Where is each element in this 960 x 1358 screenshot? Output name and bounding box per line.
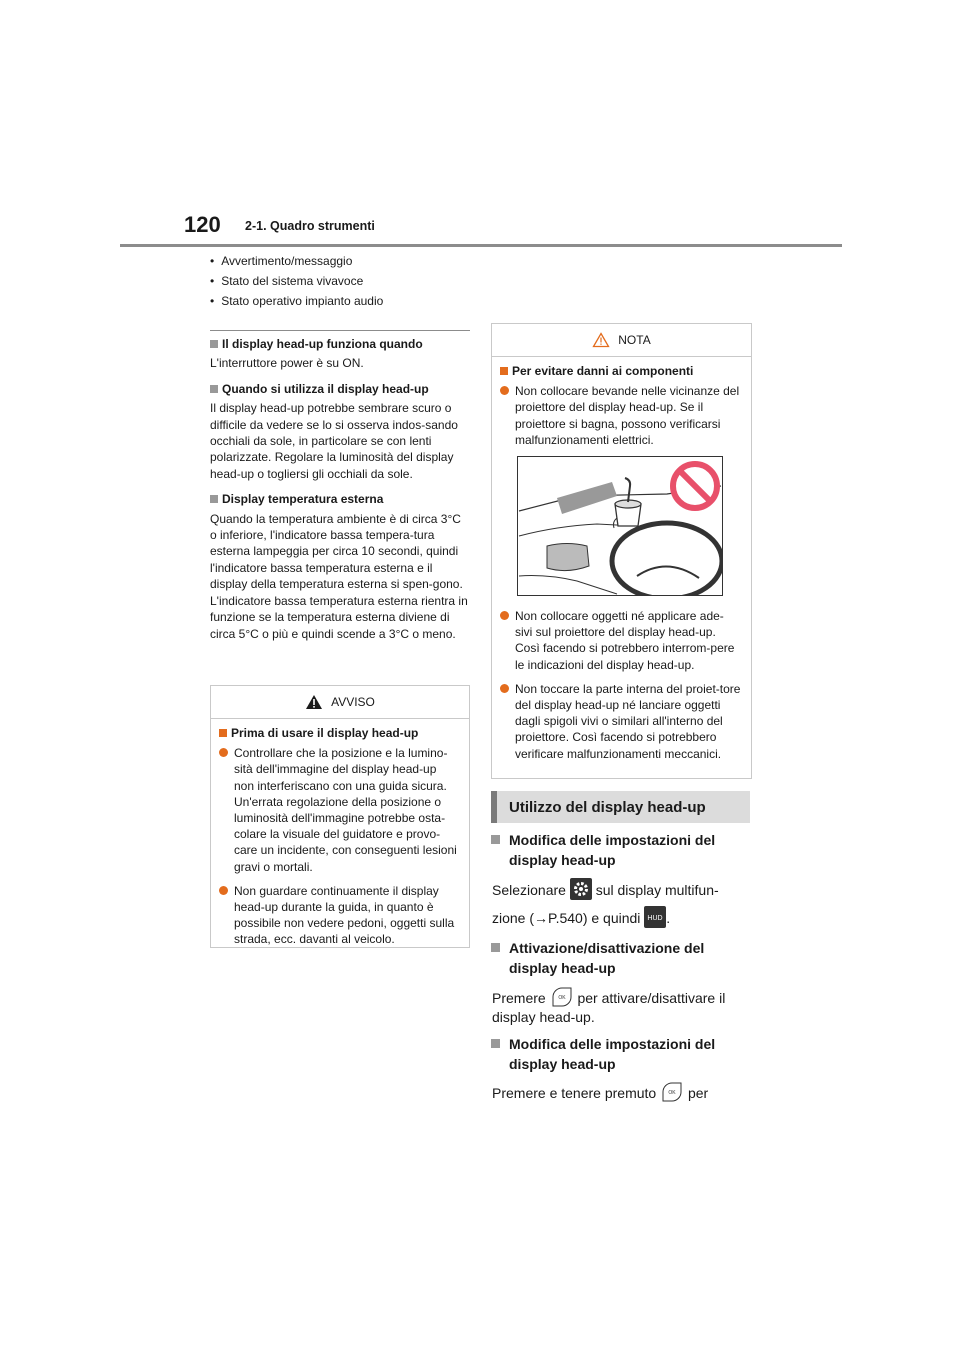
subheading-text: Attivazione/disattivazione del display head-up <box>509 940 705 976</box>
subheading <box>491 1034 751 1074</box>
paragraph <box>492 1080 750 1109</box>
note-label: NOTA <box>618 333 651 347</box>
list-item <box>219 883 459 948</box>
info-heading <box>210 336 468 352</box>
arrow-glyph: → <box>534 910 549 927</box>
list-item <box>500 681 741 762</box>
ok-icon-label: OK <box>557 995 566 1001</box>
section-title: 2-1. Quadro strumenti <box>245 219 375 233</box>
warning-header <box>211 686 469 719</box>
square-bullet-icon <box>491 1039 500 1048</box>
note-subtitle <box>500 363 741 379</box>
text: sul display multifun- <box>595 882 719 899</box>
drink-on-projector-illustration <box>517 456 723 596</box>
info-text: Il display head-up potrebbe sembrare scuro o difficile da vedere se lo si osserva indos-sando occhiali da sole, in particolare se con lenti polarizzate. Regolare la luminosità del display head-up o togliersi gli occhiali da sole. <box>210 401 458 481</box>
caution-outline-icon <box>592 332 610 348</box>
paragraph <box>492 1007 750 1027</box>
list-item: • Avvertimento/messaggio <box>210 254 470 268</box>
text: P.540) e quindi <box>548 910 641 927</box>
text: . <box>666 910 671 927</box>
list-item <box>219 745 459 875</box>
square-bullet-icon <box>491 835 500 844</box>
square-bullet-icon <box>491 943 500 952</box>
warning-text: Non guardare continuamente il display head-up durante la guida, in quanto è possibile non vedere pedoni, oggetti sulla strada, ecc. davanti al veicolo. <box>234 883 455 947</box>
note-body <box>492 357 751 778</box>
warning-text: Controllare che la posizione e la lumino-sità dell'immagine del display head-up non interferiscano con una guida sicura. Un'errata regolazione della posizione o luminosità dell'immagine potrebbe osta-colare la visuale del guidatore e provo-care un incidente, con conseguenti lesioni gravi o mortali. <box>234 746 457 874</box>
list-item: • Stato del sistema vivavoce <box>210 274 470 288</box>
info-heading <box>210 491 468 507</box>
orange-dot-icon <box>500 684 509 693</box>
text: per <box>687 1085 709 1102</box>
list-item: • Stato operativo impianto audio <box>210 294 470 308</box>
info-title: Display temperatura esterna <box>222 492 384 507</box>
ok-icon-label: OK <box>668 1090 676 1096</box>
subheading <box>491 830 751 870</box>
warning-body <box>211 719 469 964</box>
subheading-text: Modifica delle impostazioni del display head-up <box>509 1036 716 1072</box>
note-header <box>492 324 751 357</box>
text: per attivare/disattivare il <box>577 990 726 1007</box>
paragraph <box>492 906 750 933</box>
header-rule <box>120 244 842 247</box>
section-banner: Utilizzo del display head-up <box>491 791 750 823</box>
hud-icon <box>644 906 666 933</box>
info-title: Quando si utilizza il display head-up <box>222 381 429 396</box>
ok-button-icon <box>660 1080 684 1109</box>
warning-subtitle-text: Prima di usare il display head-up <box>231 726 419 740</box>
note-text: Non toccare la parte interna del proiet-tore del display head-up né lanciare oggetti dagli spigoli vivi o similari all'interno del proiettore. Così facendo si potrebbero verificare malfunzionamenti meccanici. <box>515 681 741 761</box>
orange-dot-icon <box>500 611 509 620</box>
orange-dot-icon <box>500 386 509 395</box>
text: display head-up. <box>492 1009 595 1025</box>
info-section <box>210 336 468 651</box>
square-bullet-icon <box>210 385 218 393</box>
warning-box <box>210 685 470 948</box>
square-bullet-icon <box>210 495 218 503</box>
text: zione ( <box>492 910 535 927</box>
note-text: Non collocare bevande nelle vicinanze del proiettore del display head-up. Se il proiettore si bagna, possono verificarsi malfunzionamenti elettrici. <box>515 384 740 447</box>
note-subtitle-text: Per evitare danni ai componenti <box>512 364 694 378</box>
orange-dot-icon <box>219 886 228 895</box>
info-text: L'interruttore power è su ON. <box>210 356 364 371</box>
orange-dot-icon <box>219 748 228 757</box>
list-item <box>500 608 741 673</box>
warning-subtitle <box>219 725 459 741</box>
info-title: Il display head-up funziona quando <box>222 337 423 351</box>
divider <box>210 330 470 331</box>
hud-icon-label: HUD <box>647 915 663 922</box>
warning-label: AVVISO <box>331 695 375 709</box>
subheading-text: Modifica delle impostazioni del display head-up <box>509 832 716 868</box>
note-text: Non collocare oggetti né applicare ade-sivi sul proiettore del display head-up. Così facendo si potrebbero interrom-pere le indicazioni del display head-up. <box>515 609 735 672</box>
note-box <box>491 323 752 779</box>
info-heading <box>210 381 468 397</box>
info-text: Quando la temperatura ambiente è di circa 3°C o inferiore, l'indicatore bassa tempera-tura esterna lampeggia per circa 10 secondi, quindi l'indicatore bassa temperatura esterna e il display della temperatura esterna si spen-gono. L'indicatore bassa temperatura esterna rientra in funzione se la temperatura esterna diviene di circa 5°C o più e quindi scende a 3°C o meno. <box>210 511 468 641</box>
square-bullet-icon <box>500 367 508 375</box>
square-bullet-icon <box>219 729 227 737</box>
settings-gear-icon <box>570 878 592 905</box>
page-number: 120 <box>184 212 221 237</box>
text: Premere e tenere premuto <box>492 1085 657 1102</box>
subheading <box>491 938 751 978</box>
square-bullet-icon <box>210 340 218 348</box>
paragraph <box>492 878 750 905</box>
list-item <box>500 383 741 448</box>
warning-triangle-icon <box>305 694 323 710</box>
text: Premere <box>492 990 546 1007</box>
feature-bullet-list <box>210 254 470 314</box>
text: Selezionare <box>492 882 566 899</box>
